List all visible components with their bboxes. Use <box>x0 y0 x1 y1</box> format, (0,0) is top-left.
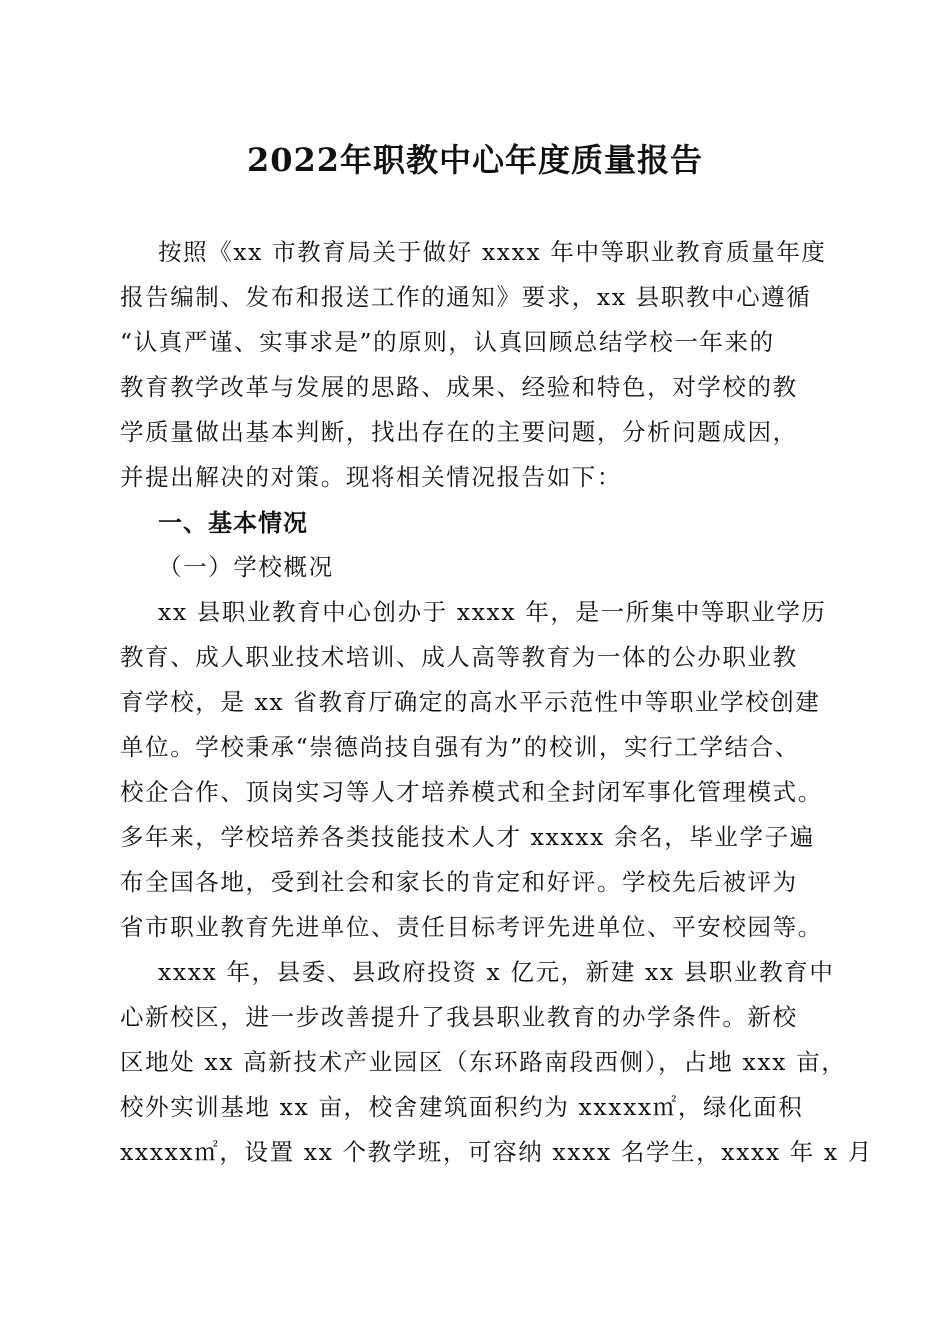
document-title: 2022年职教中心年度质量报告 <box>246 141 704 179</box>
paragraph-line: “认真严谨、实事求是”的原则，认真回顾总结学校一年来的 <box>120 328 775 356</box>
paragraph-line: xx 县职业教育中心创办于 xxxx 年，是一所集中等职业学历 <box>158 598 827 626</box>
paragraph-line: 省市职业教育先进单位、责任目标考评先进单位、平安校园等。 <box>120 913 823 941</box>
paragraph-line: 教育、成人职业技术培训、成人高等教育为一体的公办职业教 <box>120 643 798 671</box>
paragraph-line: 育学校，是 xx 省教育厅确定的高水平示范性中等职业学校创建 <box>120 688 821 716</box>
paragraph-line: 心新校区，进一步改善提升了我县职业教育的办学条件。新校 <box>120 1003 798 1031</box>
paragraph-line: 单位。学校秉承“崇德尚技自强有为”的校训，实行工学结合、 <box>120 733 800 761</box>
paragraph-line: xxxxx㎡，设置 xx 个教学班，可容纳 xxxx 名学生，xxxx 年 x 月 <box>120 1138 873 1166</box>
paragraph-line: 校企合作、顶岗实习等人才培养模式和全封闭军事化管理模式。 <box>120 778 823 806</box>
paragraph-line: 区地处 xx 高新技术产业园区（东环路南段西侧），占地 xxx 亩， <box>120 1048 847 1076</box>
section-heading: 一、基本情况 <box>158 508 308 537</box>
paragraph-line: 并提出解决的对策。现将相关情况报告如下： <box>120 463 622 491</box>
paragraph-line: xxxx 年，县委、县政府投资 x 亿元，新建 xx 县职业教育中 <box>158 958 835 986</box>
paragraph-line: 学质量做出基本判断，找出存在的主要问题，分析问题成因， <box>120 418 798 446</box>
paragraph-line: 报告编制、发布和报送工作的通知》要求，xx 县职教中心遵循 <box>120 283 812 311</box>
paragraph-line: 教育教学改革与发展的思路、成果、经验和特色，对学校的教 <box>120 373 798 401</box>
paragraph-line: 校外实训基地 xx 亩，校舍建筑面积约为 xxxxx㎡，绿化面积 <box>120 1093 804 1121</box>
paragraph-line: 布全国各地，受到社会和家长的肯定和好评。学校先后被评为 <box>120 868 798 896</box>
paragraph-line: 按照《xx 市教育局关于做好 xxxx 年中等职业教育质量年度 <box>158 238 827 266</box>
subsection-heading: （一）学校概况 <box>158 553 334 581</box>
document-body <box>120 230 873 1175</box>
paragraph-line: 多年来，学校培养各类技能技术人才 xxxxx 余名，毕业学子遍 <box>120 823 815 851</box>
